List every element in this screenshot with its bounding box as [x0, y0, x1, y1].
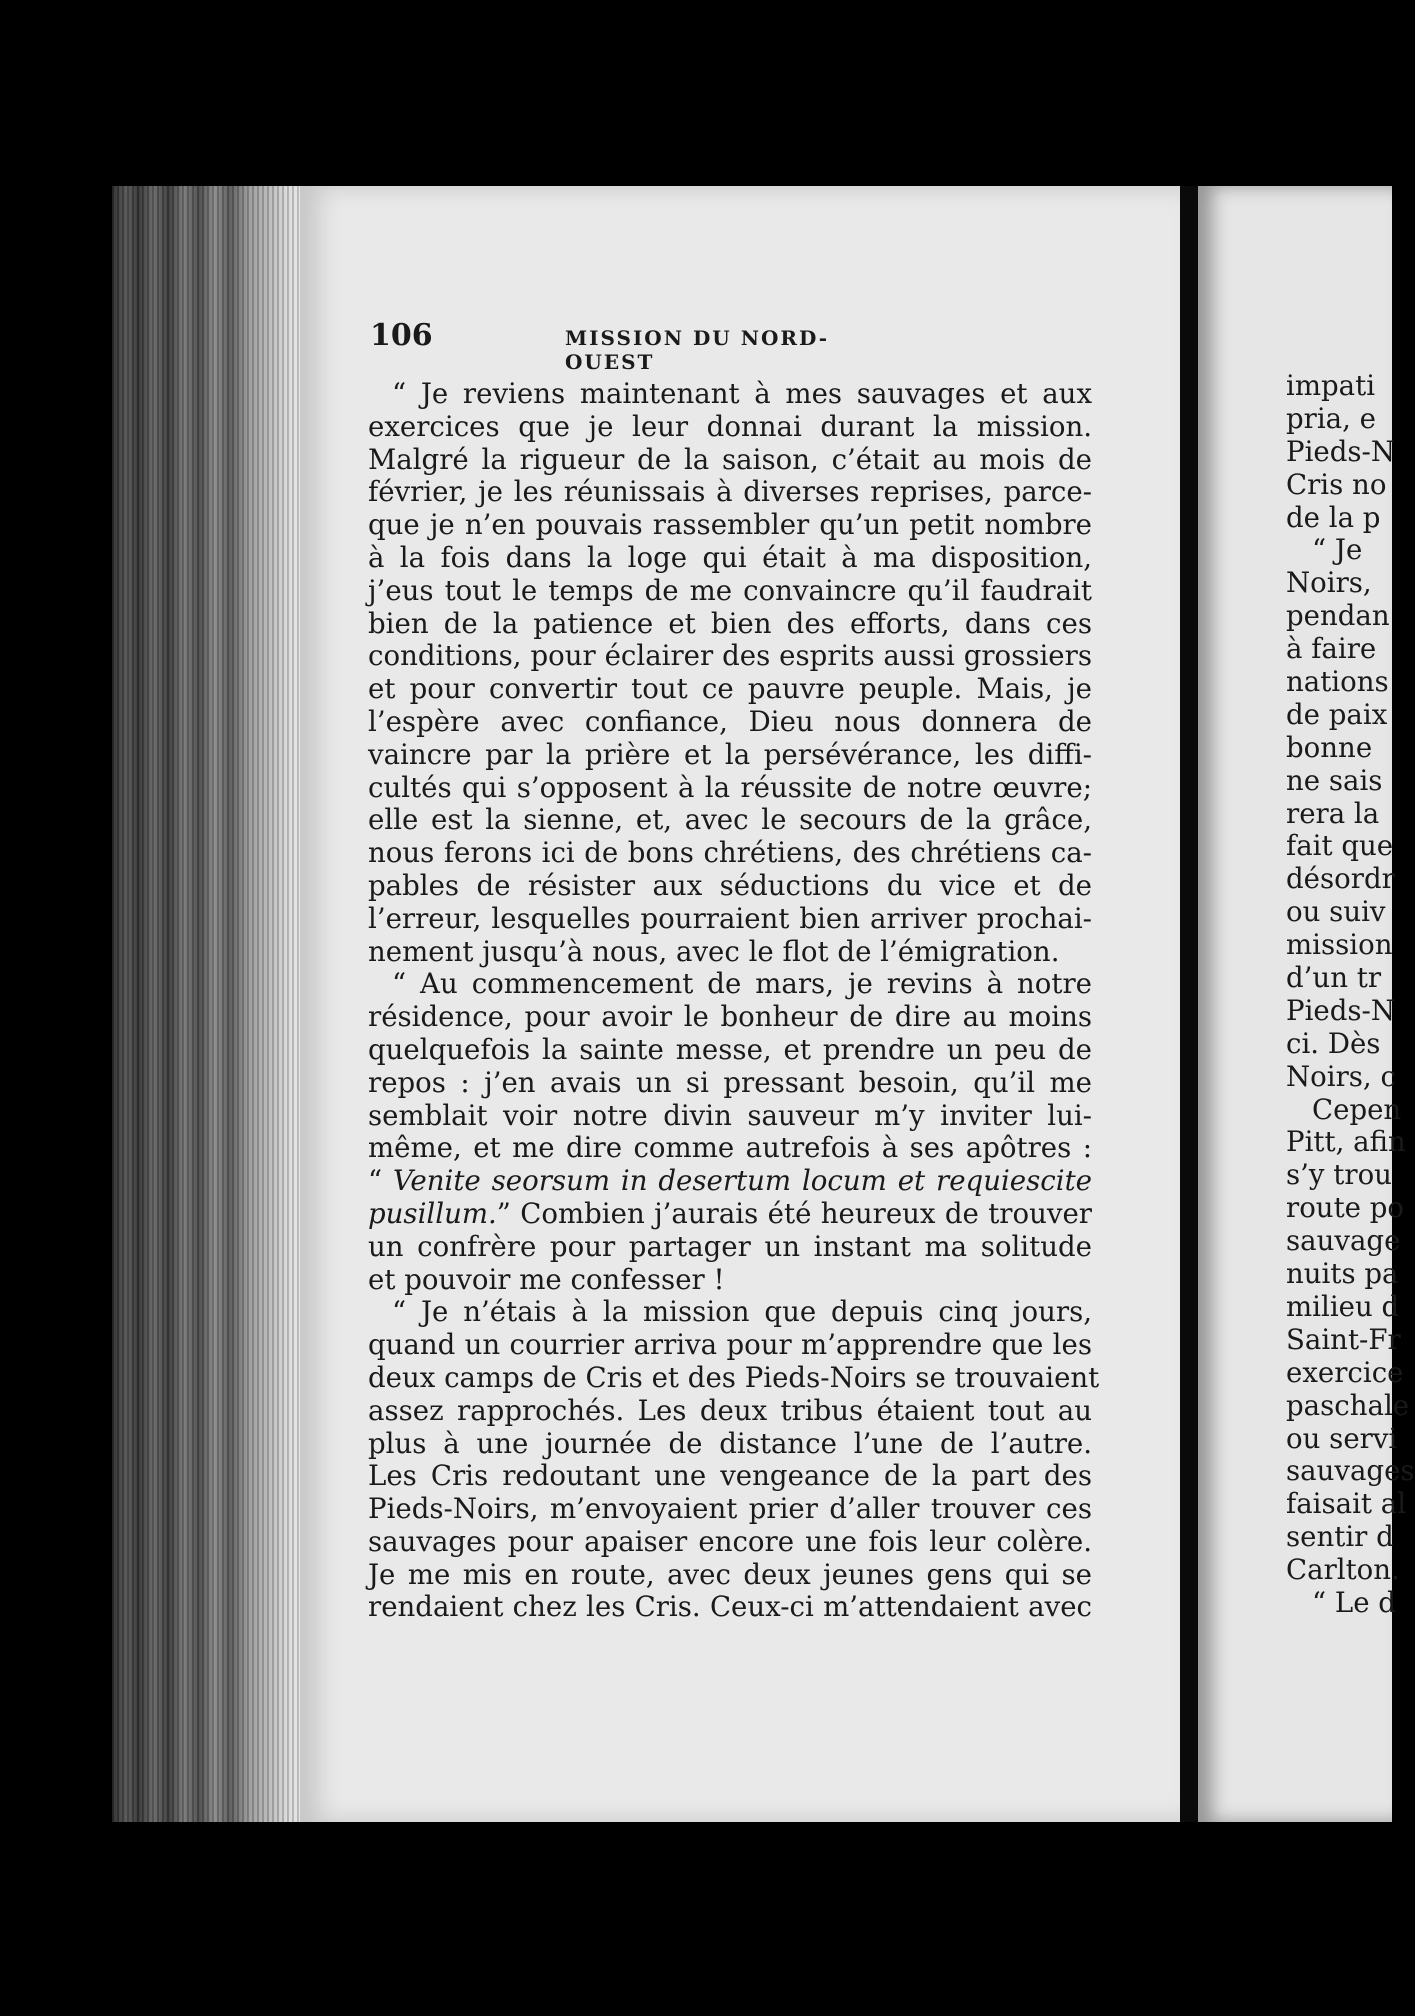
text-line: plus à une journée de distance l’une de l’autre. [368, 1426, 1092, 1460]
text-fragment: bonne [1286, 730, 1373, 764]
text-fragment: ne sais [1286, 763, 1383, 797]
right-page-fragments [1286, 369, 1415, 1620]
text-line: quand un courrier arriva pour m’apprendre que les [368, 1328, 1092, 1362]
text-fragment: Noirs, c [1286, 1059, 1396, 1093]
text-line: pables de résister aux séductions du vice et de [368, 868, 1092, 902]
text-fragment: d’un tr [1286, 961, 1382, 995]
text-line: “ Venite seorsum in desertum locum et requiescite [368, 1164, 1092, 1198]
text-line: bien de la patience et bien des efforts, dans ces [368, 606, 1092, 640]
text-line: rendaient chez les Cris. Ceux-ci m’attendaient avec [368, 1590, 1092, 1624]
text-line: sauvages pour apaiser encore une fois leur colère. [368, 1524, 1092, 1558]
text-fragment: paschale [1286, 1388, 1410, 1422]
text-fragment: Pieds-N [1286, 434, 1396, 468]
text-line: quelquefois la sainte messe, et prendre un peu de [368, 1032, 1092, 1066]
text-fragment: à faire [1286, 632, 1377, 666]
text-line: vaincre par la prière et la persévérance, les diffi- [368, 737, 1092, 771]
text-fragment: route po [1286, 1191, 1405, 1225]
text-fragment: rera la [1286, 796, 1380, 830]
text-line: repos : j’en avais un si pressant besoin, qu’il me [368, 1065, 1092, 1099]
text-fragment: nations [1286, 665, 1389, 699]
text-line: j’eus tout le temps de me convaincre qu’il faudrait [368, 573, 1092, 607]
text-fragment: sauvages [1286, 1454, 1415, 1488]
text-line: Pieds-Noirs, m’envoyaient prier d’aller trouver ces [368, 1492, 1092, 1526]
text-line: un confrère pour partager un instant ma solitude [368, 1229, 1092, 1263]
text-fragment: Pieds-N [1286, 993, 1396, 1027]
text-fragment: faisait al [1286, 1487, 1407, 1521]
text-fragment: mission [1286, 928, 1393, 962]
text-line: exercices que je leur donnai durant la mission. [368, 409, 1092, 443]
text-line: l’erreur, lesquelles pourraient bien arriver prochai- [368, 901, 1092, 935]
page-number: 106 [370, 318, 433, 353]
text-line: même, et me dire comme autrefois à ses apôtres : [368, 1131, 1092, 1165]
text-line: Malgré la rigueur de la saison, c’était au mois de [368, 442, 1092, 476]
text-fragment: Pitt, afin [1286, 1125, 1406, 1159]
text-fragment: de la p [1286, 500, 1381, 534]
text-fragment: Noirs, [1286, 566, 1372, 600]
text-line: “ Je n’étais à la mission que depuis cinq jours, [392, 1295, 1092, 1329]
text-line: conditions, pour éclairer des esprits aussi grossiers [368, 639, 1092, 673]
text-fragment: pria, e [1286, 401, 1377, 435]
text-line: nous ferons ici de bons chrétiens, des chrétiens ca- [368, 836, 1092, 870]
text-line: nement jusqu’à nous, avec le flot de l’émigration. [368, 934, 1060, 968]
text-line: Je me mis en route, avec deux jeunes gens qui se [368, 1557, 1092, 1591]
text-line: “ Je reviens maintenant à mes sauvages et aux [392, 377, 1092, 410]
text-fragment: ou suiv [1286, 895, 1386, 929]
text-line: elle est la sienne, et, avec le secours de la grâce, [368, 803, 1092, 837]
text-fragment: désordr [1286, 862, 1395, 896]
text-line: pusillum.” Combien j’aurais été heureux de trouver [368, 1196, 1092, 1230]
text-line: cultés qui s’opposent à la réussite de notre œuvre; [368, 770, 1092, 804]
text-fragment: Carlton. [1286, 1553, 1400, 1587]
text-line: semblait voir notre divin sauveur m’y inviter lui- [368, 1098, 1092, 1132]
text-fragment: sauvage [1286, 1224, 1401, 1258]
running-head: MISSION DU NORD-OUEST [565, 326, 830, 374]
book-gutter [1180, 186, 1198, 1822]
text-line: et pour convertir tout ce pauvre peuple. Mais, je [368, 672, 1092, 706]
text-fragment: fait que [1286, 829, 1394, 863]
text-line: “ Au commencement de mars, je revins à notre [392, 967, 1092, 1001]
page-header [370, 318, 900, 374]
book-page-edges [112, 186, 302, 1822]
text-line: à la fois dans la loge qui était à ma disposition, [368, 540, 1092, 574]
text-line: que je n’en pouvais rassembler qu’un petit nombre [368, 508, 1092, 542]
text-fragment: pendan [1286, 599, 1390, 633]
text-fragment: nuits pa [1286, 1257, 1399, 1291]
text-line: l’espère avec confiance, Dieu nous donnera de [368, 704, 1092, 738]
text-fragment: ci. Dès [1286, 1026, 1381, 1060]
text-fragment: “ Le d [1312, 1585, 1396, 1619]
text-fragment: sentir d [1286, 1520, 1394, 1554]
text-fragment: impati [1286, 369, 1376, 402]
text-line: et pouvoir me confesser ! [368, 1262, 725, 1296]
left-page-body [368, 377, 1100, 1624]
text-fragment: de paix [1286, 697, 1388, 731]
text-fragment: Cris no [1286, 467, 1387, 501]
text-fragment: Cepen [1312, 1092, 1402, 1126]
text-line: deux camps de Cris et des Pieds-Noirs se trouvaient [368, 1360, 1100, 1394]
text-fragment: milieu d [1286, 1289, 1400, 1323]
text-fragment: ou servi [1286, 1421, 1398, 1455]
latin-quote: pusillum. [368, 1196, 497, 1230]
latin-quote: Venite seorsum in desertum locum et requiescite [393, 1164, 1092, 1198]
text-fragment: Saint-Fr [1286, 1322, 1401, 1356]
text-fragment: exercice [1286, 1355, 1404, 1389]
text-line: février, je les réunissais à diverses reprises, parce- [368, 475, 1092, 509]
text-line: résidence, pour avoir le bonheur de dire au moins [368, 1000, 1092, 1034]
text-line: Les Cris redoutant une vengeance de la part des [368, 1459, 1092, 1493]
text-fragment: s’y trou [1286, 1158, 1392, 1192]
text-fragment: “ Je [1312, 533, 1363, 567]
text-line: assez rapprochés. Les deux tribus étaient tout au [368, 1393, 1092, 1427]
